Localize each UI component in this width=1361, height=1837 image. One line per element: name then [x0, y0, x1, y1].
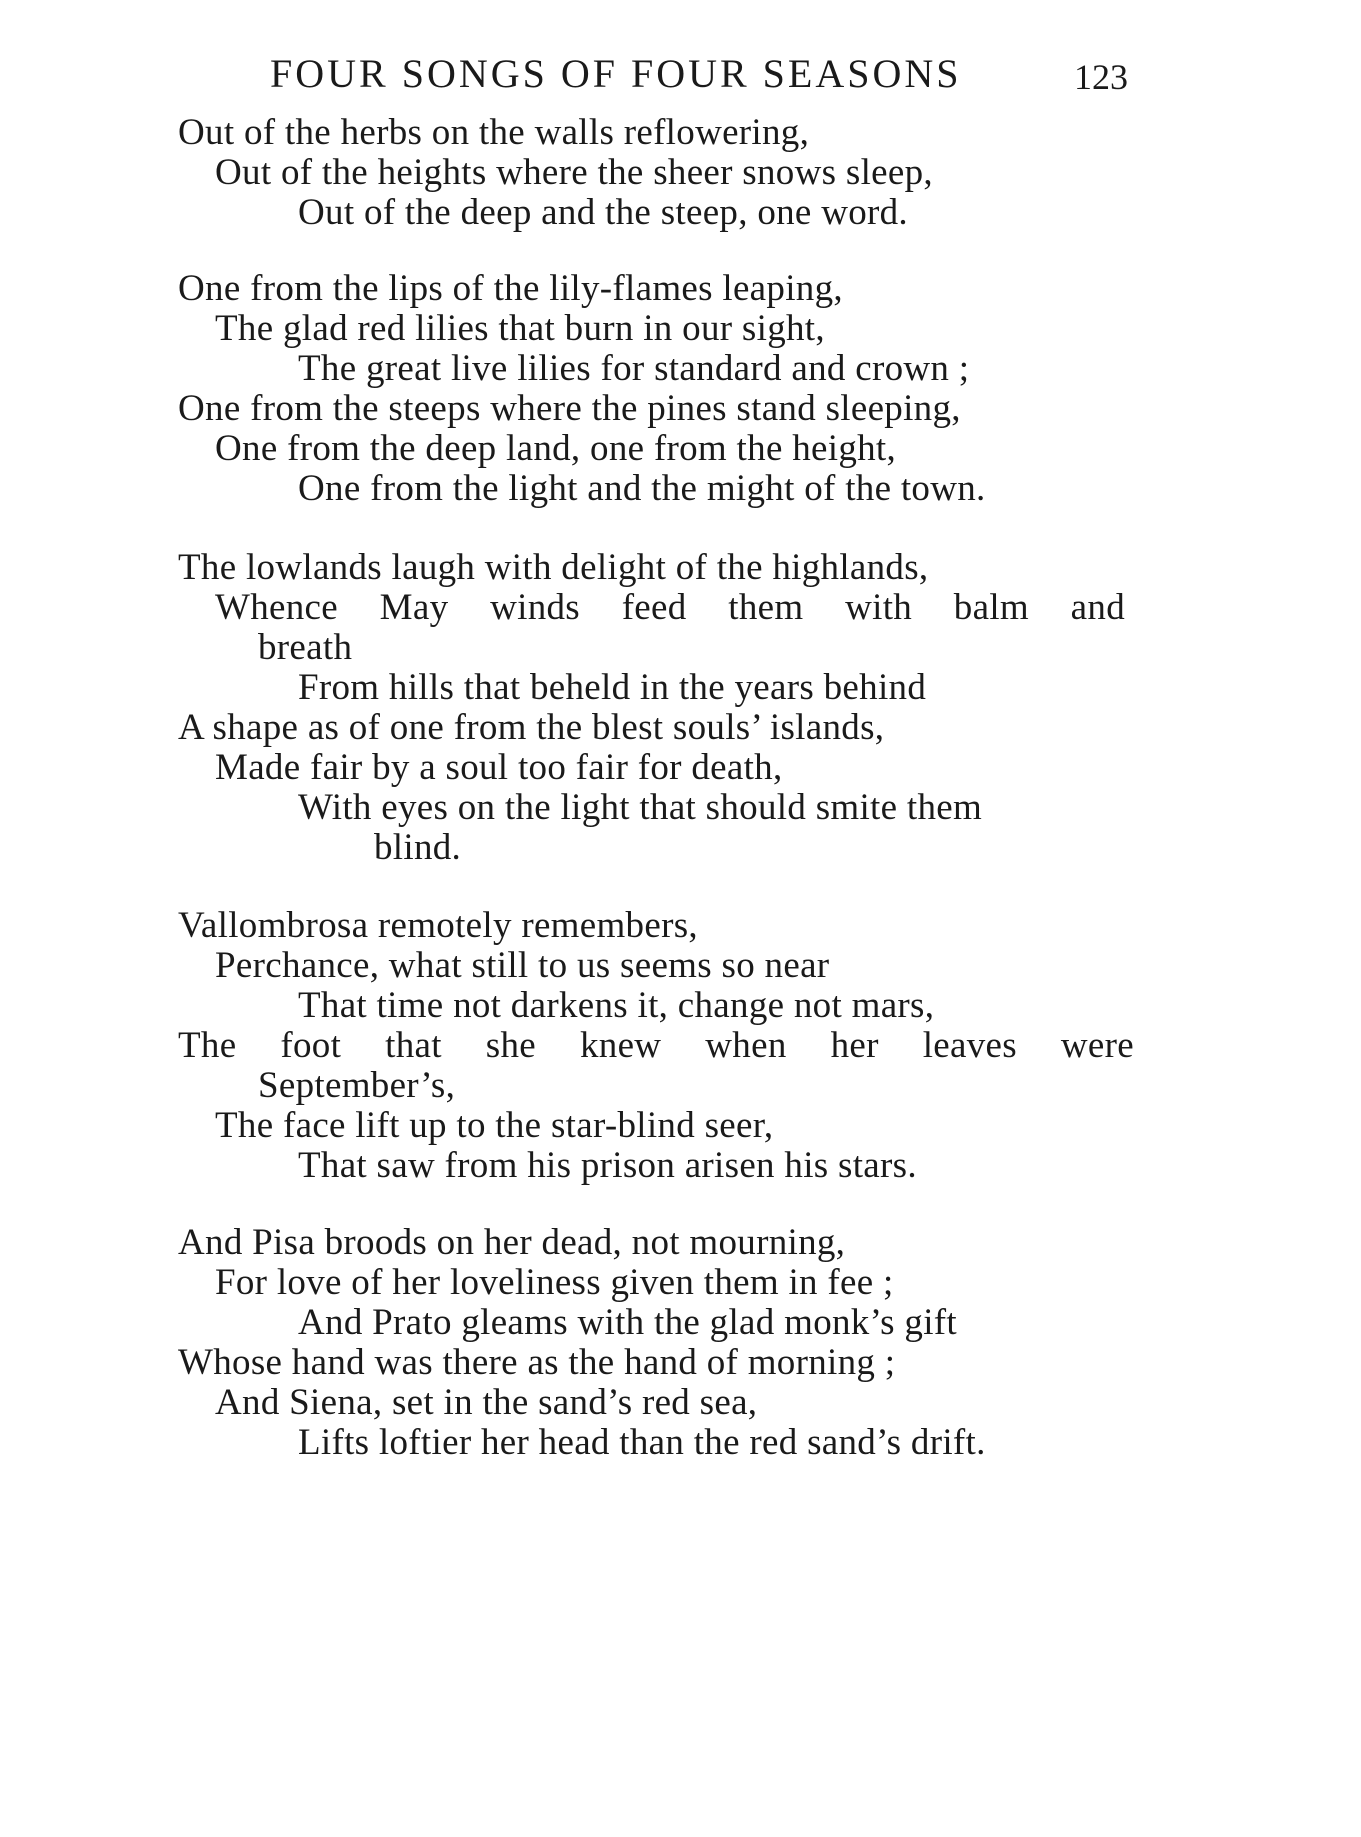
poem-line: Whose hand was there as the hand of morning ; — [178, 1342, 896, 1383]
poem-line: Out of the heights where the sheer snows sleep, — [215, 152, 933, 193]
poem-line: And Prato gleams with the glad monk’s gift — [298, 1302, 957, 1343]
poem-line: One from the steeps where the pines stand sleeping, — [178, 388, 961, 429]
poem-line: For love of her loveliness given them in fee ; — [215, 1262, 894, 1303]
poem-line: The great live lilies for standard and crown ; — [298, 348, 970, 389]
poem-line: From hills that beheld in the years behind — [298, 667, 927, 708]
poem-line: September’s, — [258, 1065, 456, 1106]
poem-line: The face lift up to the star-blind seer, — [215, 1105, 774, 1146]
poem-line: And Siena, set in the sand’s red sea, — [215, 1382, 758, 1423]
poem-line: One from the deep land, one from the height, — [215, 428, 897, 469]
poem-line: Out of the herbs on the walls reflowering, — [178, 112, 810, 153]
poem-line: Vallombrosa remotely remembers, — [178, 905, 698, 946]
poem-line: Lifts loftier her head than the red sand’s drift. — [298, 1422, 986, 1463]
poem-line: breath — [258, 627, 353, 668]
poem-line: The lowlands laugh with delight of the highlands, — [178, 547, 929, 588]
poem-line: And Pisa broods on her dead, not mourning, — [178, 1222, 846, 1263]
poem-line: Whence May winds feed them with balm and — [215, 587, 1125, 628]
poem-line: Made fair by a soul too fair for death, — [215, 747, 783, 788]
poem-line: With eyes on the light that should smite them — [298, 787, 983, 828]
poem-line: Perchance, what still to us seems so near — [215, 945, 830, 986]
poem-line: That time not darkens it, change not mars, — [298, 985, 935, 1026]
poem-line: A shape as of one from the blest souls’ islands, — [178, 707, 885, 748]
page-number: 123 — [1074, 57, 1128, 97]
poem-line: blind. — [374, 827, 462, 868]
running-title: FOUR SONGS OF FOUR SEASONS — [270, 51, 962, 96]
poem-line: The glad red lilies that burn in our sight, — [215, 308, 825, 349]
page-header — [270, 50, 1130, 100]
poem-line: That saw from his prison arisen his stars. — [298, 1145, 917, 1186]
poem-line: Out of the deep and the steep, one word. — [298, 192, 908, 233]
poem-line: The foot that she knew when her leaves were — [178, 1025, 1134, 1066]
poem-line: One from the light and the might of the town. — [298, 468, 986, 509]
poem-line: One from the lips of the lily-flames leaping, — [178, 268, 843, 309]
